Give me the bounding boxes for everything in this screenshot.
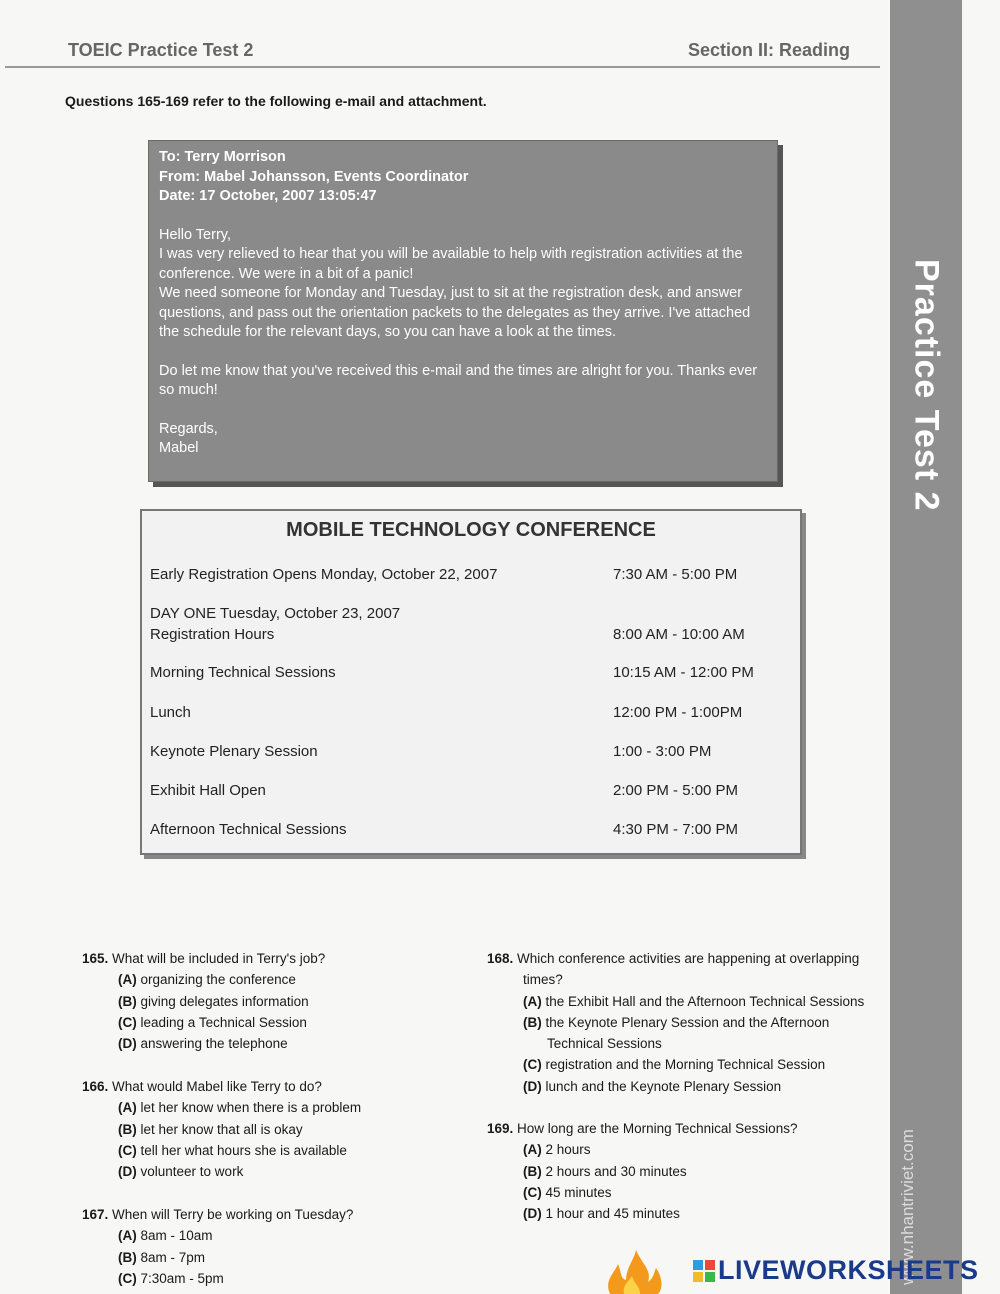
answer-option[interactable]: (A) the Exhibit Hall and the Afternoon Technical Sessions bbox=[523, 993, 865, 1009]
schedule-label: Registration Hours bbox=[150, 626, 275, 643]
question-text: When will Terry be working on Tuesday? bbox=[112, 1207, 354, 1222]
email-from: From: Mabel Johansson, Events Coordinator bbox=[159, 168, 469, 185]
answer-option[interactable]: (A) 2 hours bbox=[523, 1142, 591, 1158]
answer-option[interactable]: (A) organizing the conference bbox=[118, 972, 296, 988]
header-rule bbox=[5, 66, 880, 68]
question-167 bbox=[82, 1204, 462, 1289]
answer-option[interactable]: (D) answering the telephone bbox=[118, 1036, 288, 1052]
email-date: Date: 17 October, 2007 13:05:47 bbox=[159, 188, 377, 204]
answer-option[interactable]: (B) let her know that all is okay bbox=[118, 1121, 303, 1137]
schedule-time: 12:00 PM - 1:00PM bbox=[613, 704, 743, 721]
schedule-row bbox=[150, 816, 790, 838]
question-number: 165. bbox=[82, 951, 109, 966]
question-text: What will be included in Terry's job? bbox=[112, 951, 326, 966]
schedule-time: 10:15 AM - 12:00 PM bbox=[613, 664, 754, 681]
answer-option[interactable]: (C) leading a Technical Session bbox=[118, 1014, 307, 1030]
question-168 bbox=[487, 948, 887, 1097]
question-165 bbox=[82, 948, 462, 1054]
question-text: What would Mabel like Terry to do? bbox=[112, 1079, 322, 1094]
schedule-time: 7:30 AM - 5:00 PM bbox=[613, 566, 738, 583]
answer-option[interactable]: (C) registration and the Morning Technical Session bbox=[523, 1057, 826, 1073]
answer-option[interactable]: (B) the Keynote Plenary Session and the Afternoon bbox=[523, 1014, 830, 1030]
schedule-title: MOBILE TECHNOLOGY CONFERENCE bbox=[286, 519, 656, 541]
schedule-label: Morning Technical Sessions bbox=[150, 664, 336, 681]
header-test-title: TOEIC Practice Test 2 bbox=[68, 40, 254, 60]
answer-option[interactable]: (C) tell her what hours she is available bbox=[118, 1142, 347, 1158]
schedule-label: Keynote Plenary Session bbox=[150, 743, 318, 760]
answer-option-continued: Technical Sessions bbox=[547, 1036, 662, 1052]
question-text: How long are the Morning Technical Sessions? bbox=[517, 1121, 798, 1136]
answer-option[interactable]: (B) giving delegates information bbox=[118, 993, 309, 1009]
question-text: Which conference activities are happening at overlapping bbox=[517, 951, 860, 966]
questions-intro: Questions 165-169 refer to the following e-mail and attachment. bbox=[65, 93, 487, 109]
liveworksheets-brand: LIVEWORKSHEETS bbox=[718, 1255, 979, 1285]
email-paragraph-2: We need someone for Monday and Tuesday, just to sit at the registration desk, and answer questions, and pass out the orientation packets to the delegates as they arrive. I've attached the schedule for the relevant days, so you can have a look at the times. bbox=[159, 285, 751, 340]
email-paragraph-1: I was very relieved to hear that you will be available to help with registration activities at the conference. We were in a bit of a panic! bbox=[159, 246, 743, 282]
schedule-row bbox=[150, 777, 790, 799]
side-title: Practice Test 2 bbox=[907, 258, 946, 512]
schedule-row bbox=[150, 659, 790, 681]
schedule-time: 4:30 PM - 7:00 PM bbox=[613, 821, 739, 838]
schedule-day-heading: DAY ONE Tuesday, October 23, 2007 bbox=[150, 605, 401, 622]
schedule-row bbox=[150, 621, 790, 643]
schedule-label: Early Registration Opens Monday, October 22, 2007 bbox=[150, 566, 498, 583]
question-169 bbox=[487, 1118, 887, 1224]
side-url: www.nhantriviet.com bbox=[898, 1129, 917, 1285]
liveworksheets-logo-icon bbox=[693, 1260, 715, 1282]
answer-option[interactable]: (B) 2 hours and 30 minutes bbox=[523, 1163, 687, 1179]
answer-option[interactable]: (D) volunteer to work bbox=[118, 1164, 244, 1180]
question-number: 166. bbox=[82, 1079, 109, 1094]
header-section-title: Section II: Reading bbox=[687, 40, 850, 60]
question-number: 167. bbox=[82, 1207, 109, 1222]
email-greeting: Hello Terry, bbox=[159, 226, 231, 243]
email-to: To: Terry Morrison bbox=[159, 149, 286, 165]
schedule-time: 1:00 - 3:00 PM bbox=[613, 743, 712, 760]
schedule-label: Lunch bbox=[150, 704, 191, 721]
schedule-row bbox=[150, 699, 790, 721]
schedule-time: 8:00 AM - 10:00 AM bbox=[613, 626, 745, 643]
answer-option[interactable]: (D) lunch and the Keynote Plenary Session bbox=[523, 1078, 782, 1094]
schedule-label: Afternoon Technical Sessions bbox=[150, 821, 347, 838]
schedule-row bbox=[150, 738, 790, 760]
schedule-label: Exhibit Hall Open bbox=[150, 782, 266, 799]
email-paragraph-3: Do let me know that you've received this e-mail and the times are alright for you. Thanks ever so much! bbox=[159, 362, 758, 398]
email-box bbox=[148, 140, 778, 482]
email-signature: Mabel bbox=[159, 440, 199, 456]
schedule-row bbox=[150, 600, 790, 622]
question-166 bbox=[82, 1076, 462, 1182]
answer-option[interactable]: (A) 8am - 10am bbox=[118, 1228, 213, 1244]
schedule-time: 2:00 PM - 5:00 PM bbox=[613, 782, 739, 799]
page-header bbox=[0, 0, 880, 70]
answer-option[interactable]: (B) 8am - 7pm bbox=[118, 1249, 206, 1265]
answer-option[interactable]: (A) let her know when there is a problem bbox=[118, 1100, 362, 1116]
schedule-row bbox=[150, 561, 790, 583]
question-number: 169. bbox=[487, 1121, 514, 1136]
schedule-box bbox=[140, 509, 802, 855]
question-number: 168. bbox=[487, 951, 514, 966]
flame-icon bbox=[600, 1250, 670, 1294]
answer-option[interactable]: (C) 7:30am - 5pm bbox=[118, 1270, 224, 1286]
email-closing: Regards, bbox=[159, 420, 218, 437]
answer-option[interactable]: (C) 45 minutes bbox=[523, 1184, 612, 1200]
answer-option[interactable]: (D) 1 hour and 45 minutes bbox=[523, 1206, 680, 1222]
question-text-continued: times? bbox=[523, 972, 563, 988]
